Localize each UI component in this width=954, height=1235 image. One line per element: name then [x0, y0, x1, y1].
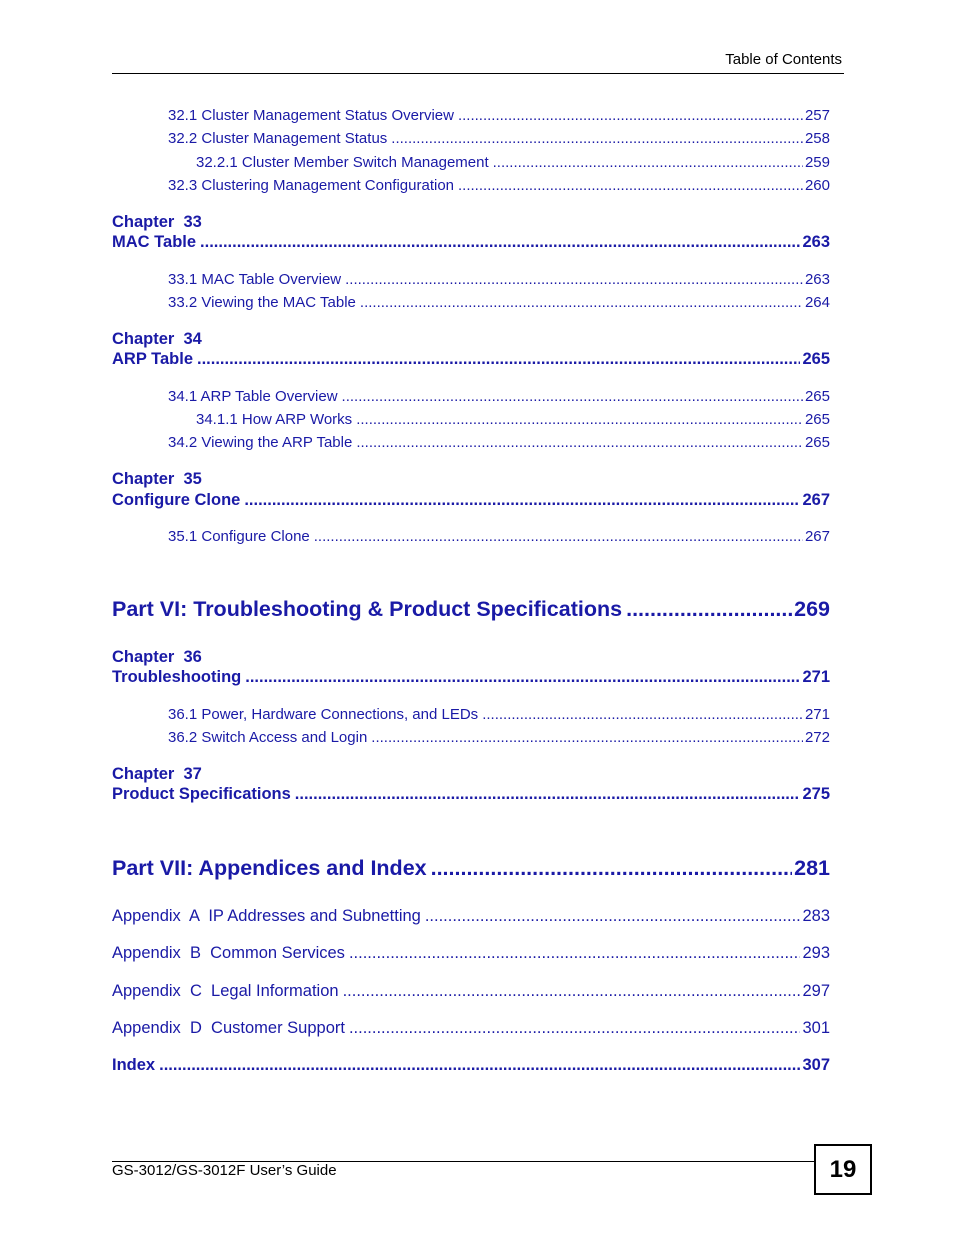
toc-section-32-2-1[interactable]: [196, 154, 830, 171]
toc-page: 271: [804, 706, 830, 723]
dot-leader: [493, 154, 803, 171]
dot-leader: [343, 982, 801, 1001]
chapter-number: Chapter 35: [112, 470, 202, 488]
dot-leader: [356, 434, 803, 451]
toc-label: 36.2 Switch Access and Login: [168, 729, 368, 746]
toc-section-32-2[interactable]: [168, 130, 830, 147]
dot-leader: [626, 597, 792, 622]
toc-chapter-35[interactable]: [112, 491, 830, 510]
dot-leader: [349, 1019, 801, 1038]
dot-leader: [391, 130, 803, 147]
dot-leader: [458, 177, 803, 194]
toc-label: Appendix C Legal Information: [112, 982, 339, 1000]
toc-page: 258: [804, 130, 830, 147]
toc-page: 281: [794, 856, 830, 880]
toc-label: Appendix A IP Addresses and Subnetting: [112, 907, 421, 925]
dot-leader: [200, 233, 800, 252]
toc-page: 271: [802, 668, 830, 686]
footer-guide-title: GS-3012/GS-3012F User’s Guide: [112, 1162, 337, 1179]
toc-section-32-3[interactable]: [168, 177, 830, 194]
toc-label: 34.1 ARP Table Overview: [168, 388, 338, 405]
page-number-box: [814, 1144, 872, 1195]
toc-section-34-1[interactable]: [168, 388, 830, 405]
dot-leader: [482, 706, 803, 723]
toc-label: 32.3 Clustering Management Configuration: [168, 177, 455, 194]
toc-chapter-36[interactable]: [112, 668, 830, 687]
dot-leader: [245, 668, 800, 687]
toc-page: 263: [802, 233, 830, 251]
page-number: 19: [829, 1155, 857, 1183]
toc-label: MAC Table: [112, 233, 197, 251]
chapter-number: Chapter 34: [112, 330, 202, 348]
toc-page: 301: [802, 1019, 830, 1037]
dot-leader: [425, 907, 801, 926]
toc-page: 263: [804, 271, 830, 288]
toc-page: 265: [804, 388, 830, 405]
toc-label: 32.1 Cluster Management Status Overview: [168, 107, 454, 124]
dot-leader: [371, 729, 803, 746]
toc-page: 264: [804, 294, 830, 311]
toc-page: 267: [802, 491, 830, 509]
toc-label: 34.1.1 How ARP Works: [196, 411, 353, 428]
toc-index[interactable]: [112, 1056, 830, 1075]
toc-label: Configure Clone: [112, 491, 241, 509]
chapter-number: Chapter 36: [112, 648, 202, 666]
toc-label: 34.2 Viewing the ARP Table: [168, 434, 353, 451]
toc-page: 307: [802, 1056, 830, 1074]
dot-leader: [314, 528, 803, 545]
dot-leader: [244, 491, 800, 510]
toc-section-32-1[interactable]: [168, 107, 830, 124]
toc-page: 275: [802, 785, 830, 803]
toc-page: 257: [804, 107, 830, 124]
toc-section-33-2[interactable]: [168, 294, 830, 311]
dot-leader: [345, 271, 803, 288]
toc-section-34-2[interactable]: [168, 434, 830, 451]
toc-label: Part VII: Appendices and Index: [112, 856, 427, 880]
running-header: Table of Contents: [725, 51, 842, 68]
toc-page: 265: [804, 434, 830, 451]
toc-part-vi[interactable]: [112, 597, 830, 622]
toc-label: 33.2 Viewing the MAC Table: [168, 294, 356, 311]
toc-chapter-34[interactable]: [112, 350, 830, 369]
toc-appendix-b[interactable]: [112, 944, 830, 963]
toc-page: 265: [802, 350, 830, 368]
toc-label: 36.1 Power, Hardware Connections, and LEDs: [168, 706, 479, 723]
dot-leader: [349, 944, 801, 963]
dot-leader: [159, 1056, 800, 1075]
dot-leader: [356, 411, 803, 428]
toc-page: 269: [794, 597, 830, 621]
toc-appendix-d[interactable]: [112, 1019, 830, 1038]
toc-chapter-33[interactable]: [112, 233, 830, 252]
dot-leader: [458, 107, 803, 124]
toc-label: Product Specifications: [112, 785, 291, 803]
toc-label: 32.2 Cluster Management Status: [168, 130, 388, 147]
toc-section-36-1[interactable]: [168, 706, 830, 723]
dot-leader: [197, 350, 800, 369]
toc-page: 260: [804, 177, 830, 194]
toc-appendix-a[interactable]: [112, 907, 830, 926]
toc-label: 35.1 Configure Clone: [168, 528, 310, 545]
toc-appendix-c[interactable]: [112, 982, 830, 1001]
toc-page: 267: [804, 528, 830, 545]
toc-section-36-2[interactable]: [168, 729, 830, 746]
toc-section-34-1-1[interactable]: [196, 411, 830, 428]
toc-label: Index: [112, 1056, 156, 1074]
toc-page: 259: [804, 154, 830, 171]
toc-label: 32.2.1 Cluster Member Switch Management: [196, 154, 489, 171]
dot-leader: [342, 388, 803, 405]
toc-page: 293: [802, 944, 830, 962]
toc-label: Troubleshooting: [112, 668, 242, 686]
dot-leader: [431, 856, 793, 881]
chapter-number: Chapter 37: [112, 765, 202, 783]
toc-section-35-1[interactable]: [168, 528, 830, 545]
toc-page: 283: [802, 907, 830, 925]
toc-label: Appendix D Customer Support: [112, 1019, 345, 1037]
toc-page: 272: [804, 729, 830, 746]
toc-section-33-1[interactable]: [168, 271, 830, 288]
toc-page: 297: [802, 982, 830, 1000]
dot-leader: [295, 785, 801, 804]
toc-label: Appendix B Common Services: [112, 944, 345, 962]
toc-label: Part VI: Troubleshooting & Product Specifications: [112, 597, 623, 621]
toc-chapter-37[interactable]: [112, 785, 830, 804]
toc-part-vii[interactable]: [112, 856, 830, 881]
header-rule: [112, 73, 844, 74]
dot-leader: [360, 294, 803, 311]
toc-label: ARP Table: [112, 350, 193, 368]
toc-label: 33.1 MAC Table Overview: [168, 271, 342, 288]
toc-page: 265: [804, 411, 830, 428]
chapter-number: Chapter 33: [112, 213, 202, 231]
